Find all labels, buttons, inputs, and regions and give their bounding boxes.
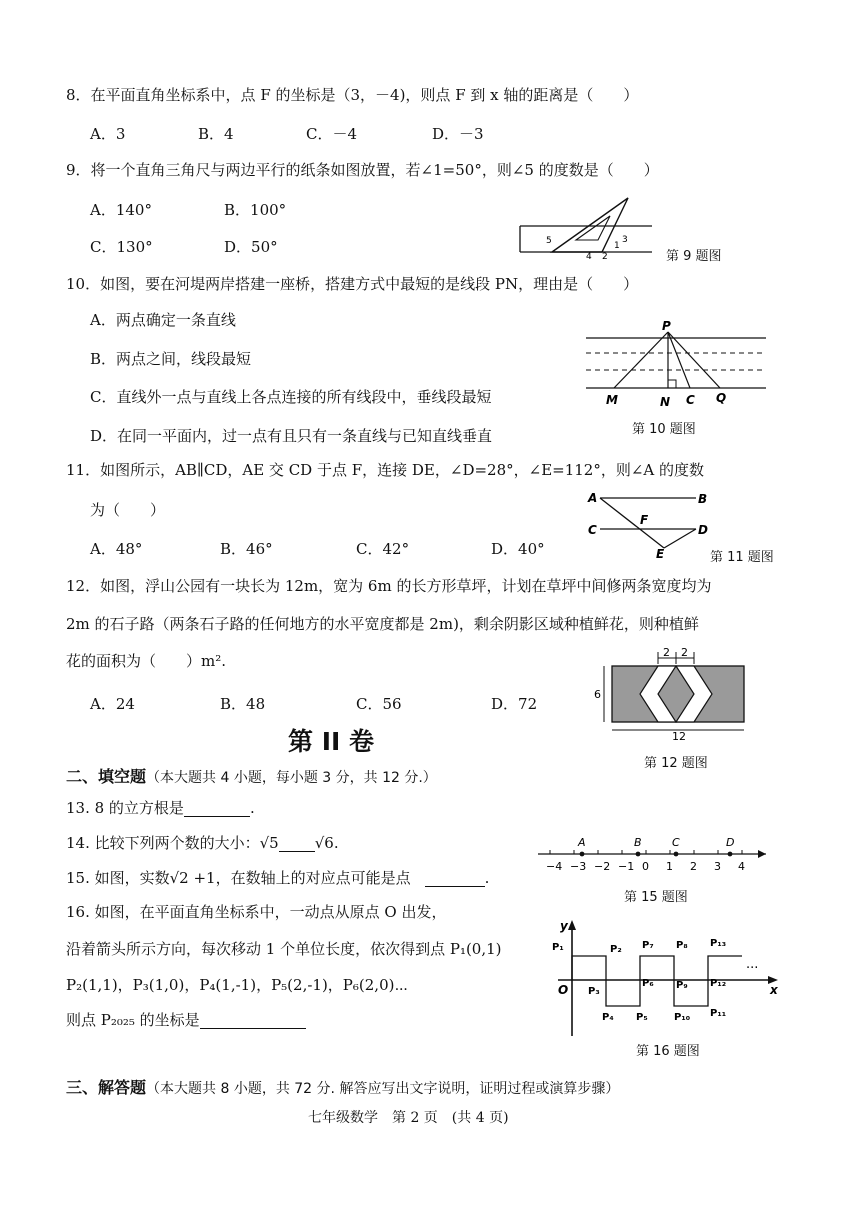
q10-caption: 第 10 题图	[632, 422, 696, 437]
q9-label-4: 4	[586, 252, 592, 262]
q16-point-label: P₇	[642, 940, 654, 951]
q16-point-label: P₂	[610, 944, 622, 955]
q11-option-c: C．42°	[356, 540, 410, 558]
q8-stem: 8．在平面直角坐标系中，点 F 的坐标是（3，－4)，则点 F 到 x 轴的距离是（ ）	[66, 86, 639, 104]
q8-option-a: A．3	[90, 125, 126, 143]
q15-point-label: C	[672, 836, 680, 849]
q16-caption: 第 16 题图	[636, 1044, 700, 1059]
q15-caption: 第 15 题图	[624, 890, 688, 905]
page-footer: 七年级数学 第 2 页 (共 4 页)	[308, 1110, 509, 1126]
q10-option-d: D．在同一平面内，过一点有且只有一条直线与已知直线垂直	[90, 427, 493, 445]
q8-option-c: C．－4	[306, 125, 358, 143]
q16-axis-x: x	[770, 983, 778, 997]
q10-stem: 10．如图，要在河堤两岸搭建一座桥，搭建方式中最短的是线段 PN，理由是（ ）	[66, 275, 639, 293]
q10-figure	[582, 318, 770, 410]
q12-option-b: B．48	[220, 695, 266, 713]
q15-point	[636, 852, 641, 857]
section3-heading: 三、解答题（本大题共 8 小题，共 72 分. 解答应写出文字说明，证明过程或演算步骤）	[66, 1078, 620, 1097]
q15-point	[580, 852, 585, 857]
q12-label-12: 12	[672, 730, 686, 742]
q15: 15. 如图，实数√2 +1，在数轴上的对应点可能是点 .	[66, 869, 490, 887]
q11-label-b: B	[698, 492, 708, 506]
q12-label-6: 6	[594, 688, 601, 701]
q9-label-3: 3	[622, 235, 628, 245]
q16-axis-y: y	[560, 919, 568, 933]
q15-point	[674, 852, 679, 857]
q15-point-label: A	[578, 836, 586, 849]
q12-figure	[592, 646, 752, 742]
q9-option-c: C．130°	[90, 238, 153, 256]
q16-point-label: P₆	[642, 978, 654, 989]
q16-ellipsis: ···	[746, 961, 759, 976]
q16-point-label: P₁₁	[710, 1008, 727, 1019]
q11-caption: 第 11 题图	[710, 550, 774, 565]
section2-heading: 二、填空题（本大题共 4 小题，每小题 3 分，共 12 分.）	[66, 767, 437, 786]
q14-answer-blank[interactable]	[279, 834, 315, 852]
q14: 14. 比较下列两个数的大小：√5 √6.	[66, 834, 339, 852]
q12-line1: 12．如图，浮山公园有一块长为 12m，宽为 6m 的长方形草坪，计划在草坪中间修两条宽度均为	[66, 577, 712, 595]
q15-tick-label: 4	[738, 860, 745, 873]
q12-option-c: C．56	[356, 695, 402, 713]
q13: 13. 8 的立方根是 .	[66, 799, 255, 817]
q11-label-c: C	[588, 523, 597, 537]
q15-tick-label: −1	[618, 860, 635, 873]
q9-figure	[516, 192, 656, 262]
q9-label-5: 5	[546, 236, 552, 246]
q10-label-p: P	[662, 319, 671, 333]
q10-option-a: A．两点确定一条直线	[90, 311, 236, 329]
q16-origin: O	[558, 983, 569, 997]
q9-option-a: A．140°	[90, 201, 152, 219]
q11-label-a: A	[588, 491, 598, 505]
q15-answer-blank[interactable]	[425, 869, 485, 887]
q9-caption: 第 9 题图	[666, 249, 722, 264]
q15-tick-label: 3	[714, 860, 721, 873]
q12-line3: 花的面积为（ ）m².	[66, 652, 227, 670]
q11-stem: 11．如图所示，AB∥CD，AE 交 CD 于点 F，连接 DE，∠D=28°，∠E=112°，则∠A 的度数	[66, 461, 705, 479]
q13-answer-blank[interactable]	[184, 799, 250, 817]
q11-label-e: E	[656, 547, 665, 560]
q9-stem: 9．将一个直角三角尺与两边平行的纸条如图放置，若∠1=50°，则∠5 的度数是（ ）	[66, 161, 659, 179]
q12-label-2a: 2	[663, 646, 670, 659]
q16-point-label: P₄	[602, 1012, 614, 1023]
q9-label-1: 1	[614, 241, 620, 251]
q9-option-b: B．100°	[224, 201, 287, 219]
q11-figure	[584, 486, 714, 560]
q16-point-label: P₈	[676, 940, 688, 951]
q16-point-label: P₁₀	[674, 1012, 691, 1023]
q16-line1: 16. 如图，在平面直角坐标系中，一动点从原点 O 出发，	[66, 903, 447, 921]
q16-answer-blank[interactable]	[200, 1011, 306, 1029]
q9-label-2: 2	[602, 252, 608, 262]
q15-tick-label: −4	[546, 860, 563, 873]
section2-title: 第 II 卷	[288, 727, 375, 756]
q16-point-label: P₁	[552, 942, 564, 953]
q15-tick-label: 1	[666, 860, 673, 873]
q10-label-n: N	[660, 395, 671, 409]
q10-option-b: B．两点之间，线段最短	[90, 350, 252, 368]
q11-label-f: F	[640, 513, 649, 527]
q16-figure	[550, 916, 786, 1038]
q15-tick-label: 2	[690, 860, 697, 873]
q15-point-label: D	[726, 836, 735, 849]
q16-point-label: P₁₂	[710, 978, 727, 989]
q10-label-q: Q	[716, 391, 727, 405]
q10-option-c: C．直线外一点与直线上各点连接的所有线段中，垂线段最短	[90, 388, 492, 406]
q12-option-d: D．72	[491, 695, 538, 713]
q16-line4: 则点 P₂₀₂₅ 的坐标是	[66, 1011, 306, 1029]
q11-option-a: A．48°	[90, 540, 143, 558]
q8-option-d: D．－3	[432, 125, 484, 143]
q16-point-label: P₅	[636, 1012, 648, 1023]
q11-option-b: B．46°	[220, 540, 273, 558]
q12-caption: 第 12 题图	[644, 756, 708, 771]
q15-tick-label: −2	[594, 860, 611, 873]
q12-line2: 2m 的石子路（两条石子路的任何地方的水平宽度都是 2m)，剩余阴影区域种植鲜花，则种植鲜	[66, 615, 699, 633]
q15-number-line	[532, 836, 772, 880]
q16-point-label: P₁₃	[710, 938, 727, 949]
q15-tick-label: −3	[570, 860, 587, 873]
q9-option-d: D．50°	[224, 238, 278, 256]
q11-stem-2: 为（ ）	[90, 501, 166, 519]
q11-label-d: D	[698, 523, 708, 537]
q12-label-2b: 2	[681, 646, 688, 659]
q11-option-d: D．40°	[491, 540, 545, 558]
q16-line2: 沿着箭头所示方向，每次移动 1 个单位长度，依次得到点 P₁(0,1)	[66, 940, 502, 958]
q15-point	[728, 852, 733, 857]
q8-option-b: B．4	[198, 125, 234, 143]
q12-option-a: A．24	[90, 695, 135, 713]
q16-line3: P₂(1,1)，P₃(1,0)，P₄(1,-1)，P₅(2,-1)，P₆(2,0)⋯	[66, 976, 408, 994]
q10-label-m: M	[606, 393, 618, 407]
q16-point-label: P₉	[676, 980, 688, 991]
q15-tick-label: 0	[642, 860, 649, 873]
q15-point-label: B	[634, 836, 642, 849]
q16-point-label: P₃	[588, 986, 600, 997]
q10-label-c: C	[686, 393, 695, 407]
